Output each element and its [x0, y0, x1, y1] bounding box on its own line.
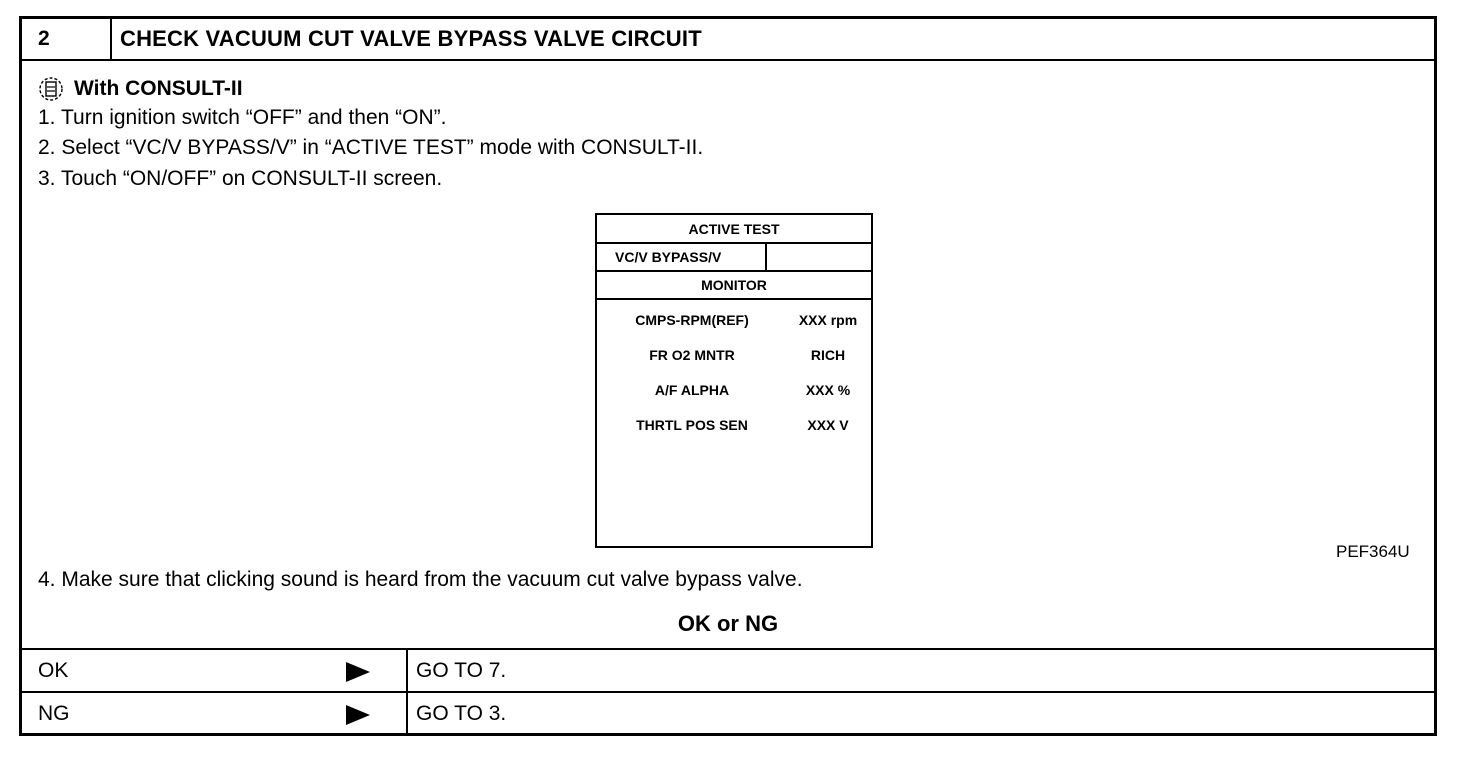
step-2: 2. Select “VC/V BYPASS/V” in “ACTIVE TEST” mode with CONSULT-II.	[38, 136, 704, 159]
arrow-right-icon	[344, 661, 372, 683]
outcome-row-ng	[22, 691, 1434, 735]
monitor-name: FR O2 MNTR	[649, 347, 735, 363]
consult-icon	[38, 76, 64, 102]
result-label: OK or NG	[677, 611, 779, 636]
monitor-row	[597, 345, 871, 365]
outcome-label: NG	[38, 702, 70, 725]
step-1: 1. Turn ignition switch “OFF” and then “ON”.	[38, 106, 447, 129]
outcome-action: GO TO 3.	[416, 702, 507, 725]
screen-item-divider	[765, 244, 767, 270]
outcome-label: OK	[38, 659, 69, 682]
screen-monitor-label: MONITOR	[597, 272, 871, 300]
outcome-row-ok	[22, 648, 1434, 692]
step-4: 4. Make sure that clicking sound is heard from the vacuum cut valve bypass valve.	[38, 568, 803, 591]
step-3: 3. Touch “ON/OFF” on CONSULT-II screen.	[38, 167, 443, 190]
monitor-name: CMPS-RPM(REF)	[635, 312, 749, 328]
monitor-name: A/F ALPHA	[654, 382, 730, 398]
monitor-value: XXX %	[805, 382, 851, 398]
screen-title: ACTIVE TEST	[597, 215, 871, 244]
monitor-name: THRTL POS SEN	[636, 417, 748, 433]
screen-item	[597, 244, 871, 272]
monitor-row	[597, 310, 871, 330]
consult-heading	[38, 76, 243, 102]
monitor-row	[597, 415, 871, 435]
monitor-row	[597, 380, 871, 400]
step-title: CHECK VACUUM CUT VALVE BYPASS VALVE CIRCUIT	[120, 26, 702, 51]
monitor-value: XXX V	[807, 417, 849, 433]
step-header	[22, 19, 1434, 61]
outcome-divider	[406, 650, 408, 692]
arrow-right-icon	[344, 704, 372, 726]
consult-label: With CONSULT-II	[74, 77, 243, 100]
outcome-action: GO TO 7.	[416, 659, 507, 682]
step-number: 2	[22, 19, 112, 59]
outcome-divider	[406, 693, 408, 735]
consult-screen-figure	[595, 213, 873, 548]
procedure-table	[19, 16, 1437, 736]
monitor-value: XXX rpm	[798, 312, 858, 328]
figure-code: PEF364U	[1336, 542, 1410, 561]
screen-item-name: VC/V BYPASS/V	[615, 249, 722, 265]
monitor-value: RICH	[810, 347, 846, 363]
